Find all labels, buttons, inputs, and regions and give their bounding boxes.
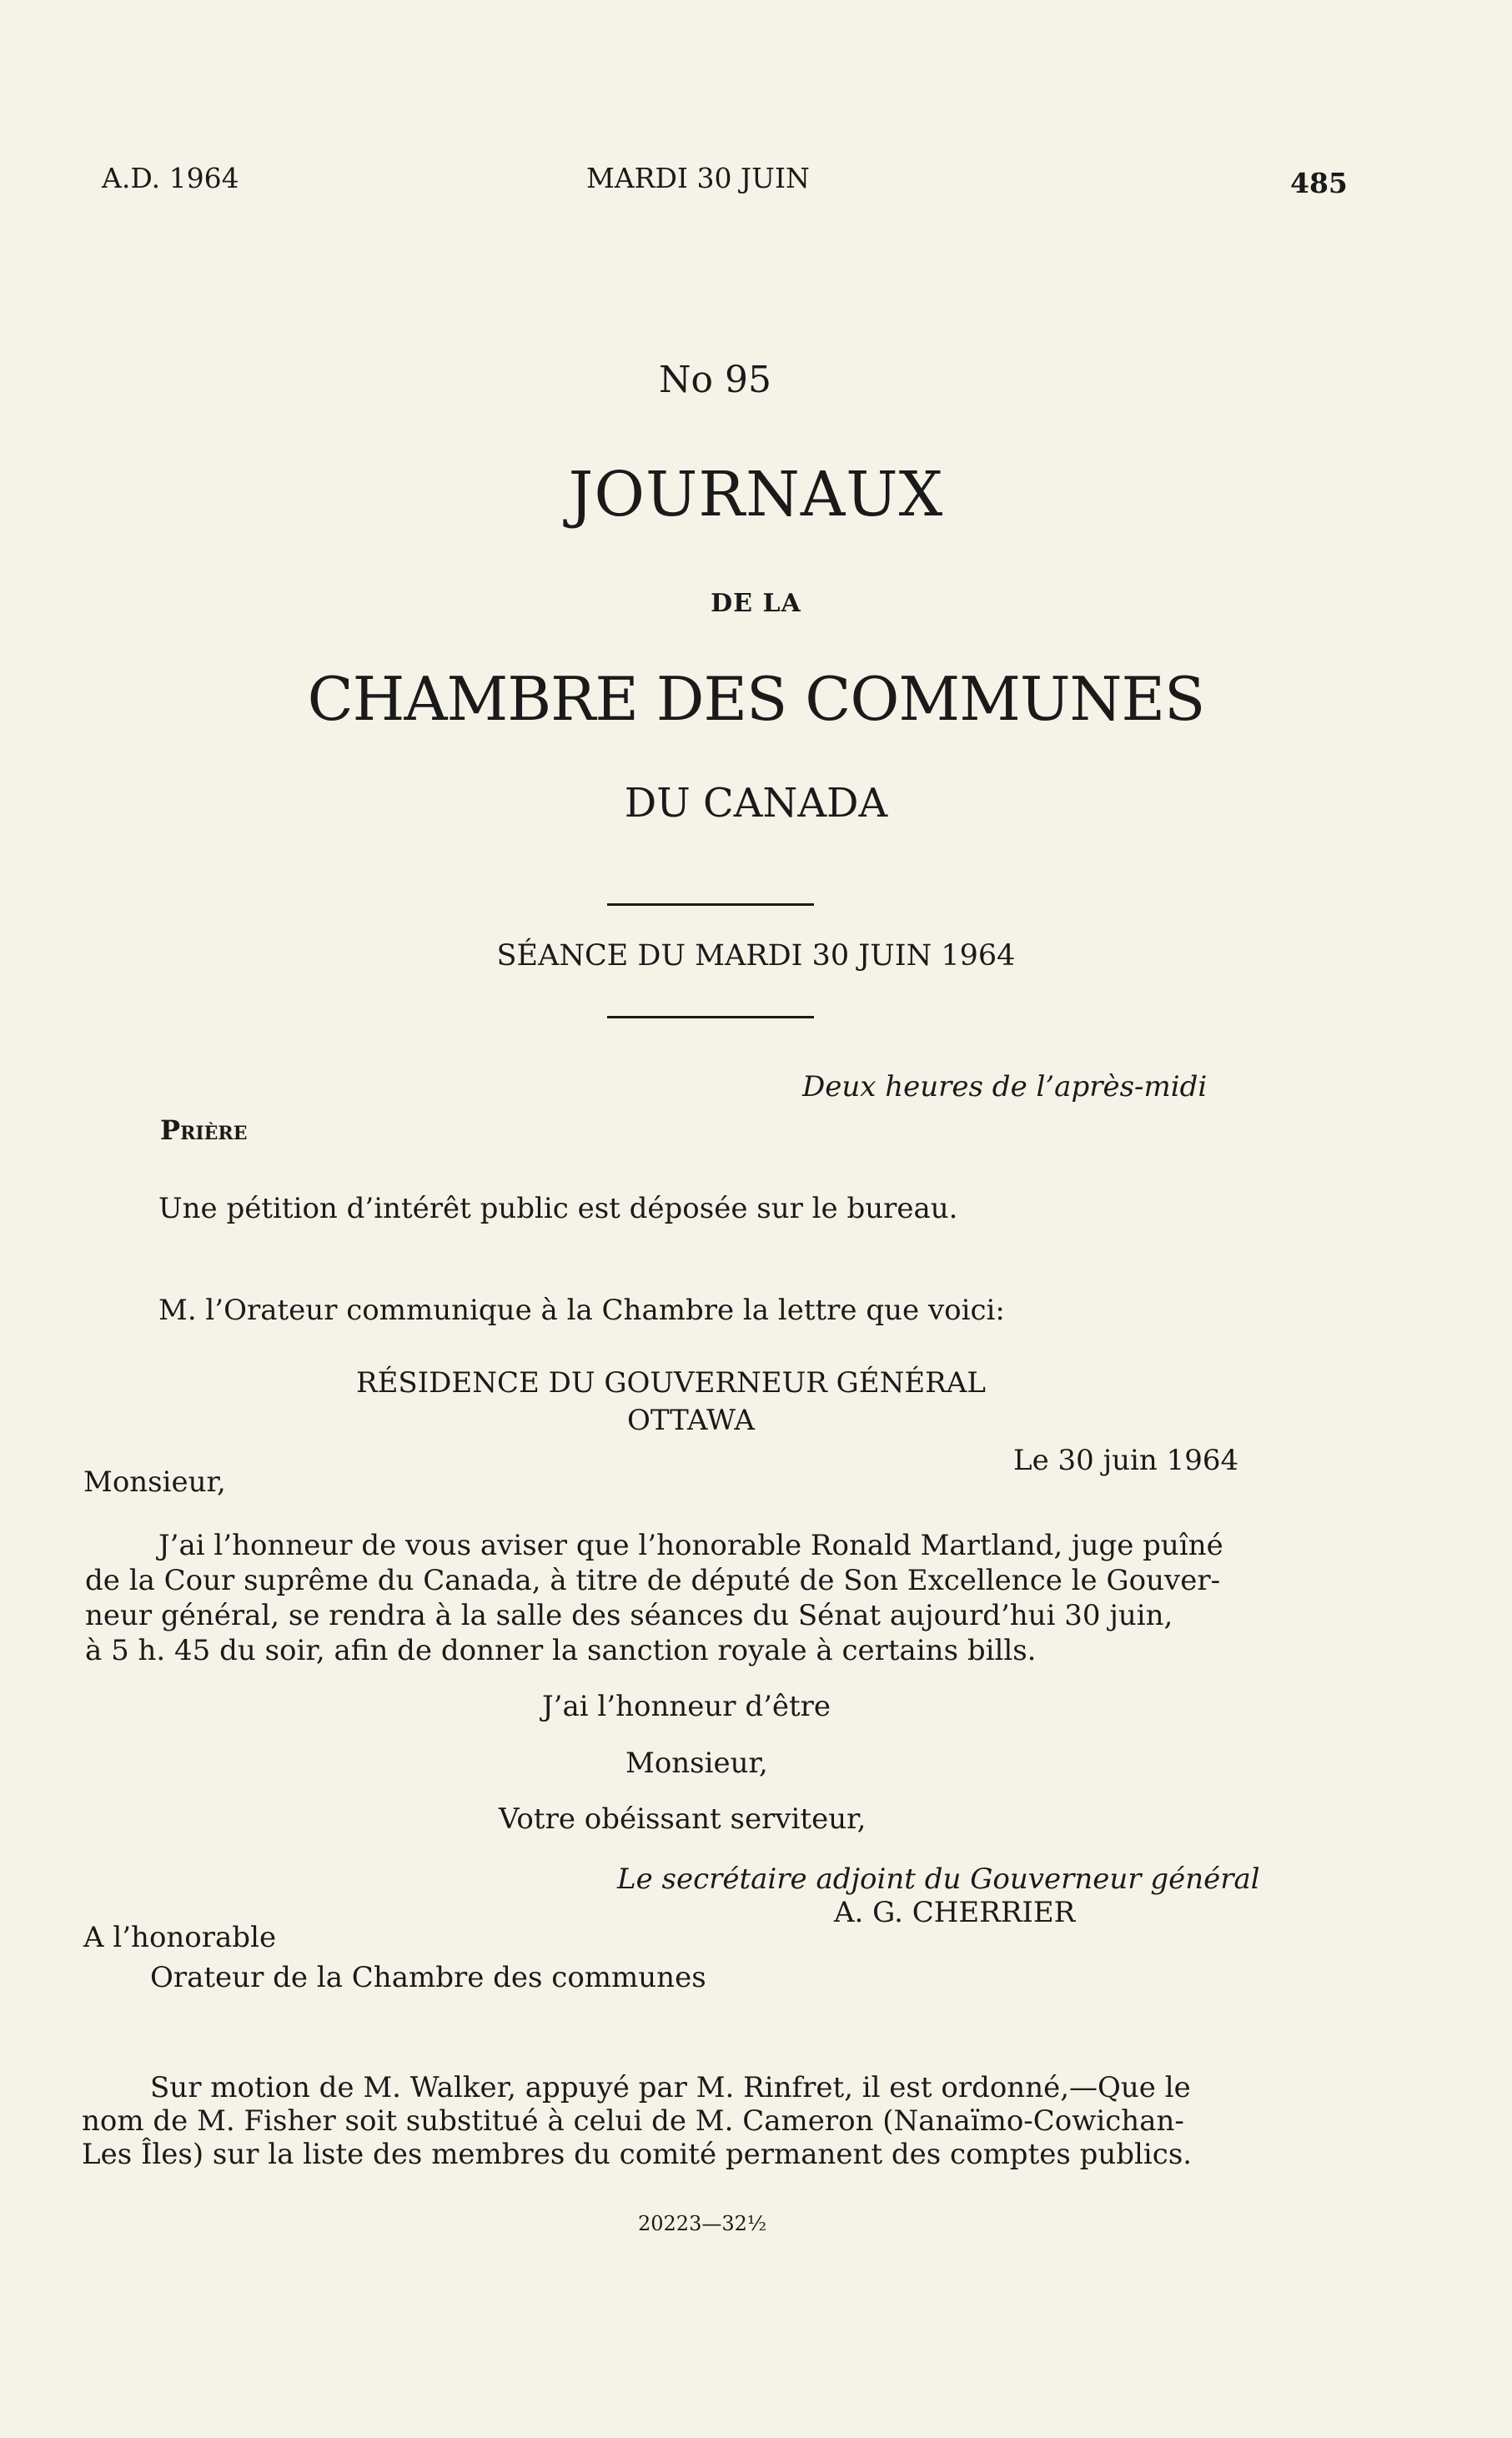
addressee-office: Orateur de la Chambre des communes xyxy=(150,1961,706,1994)
country-title: DU CANADA xyxy=(624,780,888,827)
motion-line: nom de M. Fisher soit substitué à celui de M. Cameron (Nanaïmo-Cowichan- xyxy=(82,2104,1184,2138)
signatory-name: A. G. CHERRIER xyxy=(834,1896,1076,1929)
letter-closing-servant: Votre obéissant serviteur, xyxy=(499,1802,867,1836)
speaker-intro: M. l’Orateur communique à la Chambre la lettre que voici: xyxy=(158,1294,1005,1327)
letter-line: à 5 h. 45 du soir, afin de donner la sanction royale à certains bills. xyxy=(85,1634,1037,1667)
divider-top xyxy=(607,903,814,906)
letter-date: Le 30 juin 1964 xyxy=(1013,1444,1239,1477)
journal-title: JOURNAUX xyxy=(568,459,944,530)
letter-line: de la Cour suprême du Canada, à titre de député de Son Excellence le Gouver- xyxy=(85,1564,1221,1597)
letter-closing-monsieur: Monsieur, xyxy=(625,1747,768,1780)
sitting-time: Deux heures de l’après-midi xyxy=(802,1070,1208,1103)
addressee-line: A l’honorable xyxy=(83,1921,277,1954)
chamber-title: CHAMBRE DES COMMUNES xyxy=(307,664,1205,734)
signatory-title: Le secrétaire adjoint du Gouverneur général xyxy=(617,1862,1260,1896)
sitting-title: SÉANCE DU MARDI 30 JUIN 1964 xyxy=(496,939,1016,973)
header-date: MARDI 30 JUIN xyxy=(586,162,810,194)
letter-city: OTTAWA xyxy=(627,1404,755,1437)
petition-text: Une pétition d’intérêt public est déposée sur le bureau. xyxy=(158,1192,958,1225)
letter-closing: J’ai l’honneur d’être xyxy=(542,1690,831,1723)
motion-line: Les Îles) sur la liste des membres du comité permanent des comptes publics. xyxy=(82,2138,1193,2171)
letter-residence: RÉSIDENCE DU GOUVERNEUR GÉNÉRAL xyxy=(356,1366,986,1400)
page-number: 485 xyxy=(1290,167,1348,199)
letter-line: J’ai l’honneur de vous aviser que l’honorable Ronald Martland, juge puîné xyxy=(158,1529,1223,1562)
printer-code: 20223—32½ xyxy=(638,2212,767,2235)
issue-number: No 95 xyxy=(659,359,771,401)
motion-line: Sur motion de M. Walker, appuyé par M. Rinfret, il est ordonné,—Que le xyxy=(150,2071,1191,2104)
divider-bottom xyxy=(607,1016,814,1018)
prayer-heading: Prière xyxy=(160,1114,248,1146)
letter-line: neur général, se rendra à la salle des séances du Sénat aujourd’hui 30 juin, xyxy=(85,1599,1173,1632)
header-year: A.D. 1964 xyxy=(102,162,239,194)
letter-salutation: Monsieur, xyxy=(83,1465,226,1499)
title-de-la: DE LA xyxy=(711,589,801,618)
